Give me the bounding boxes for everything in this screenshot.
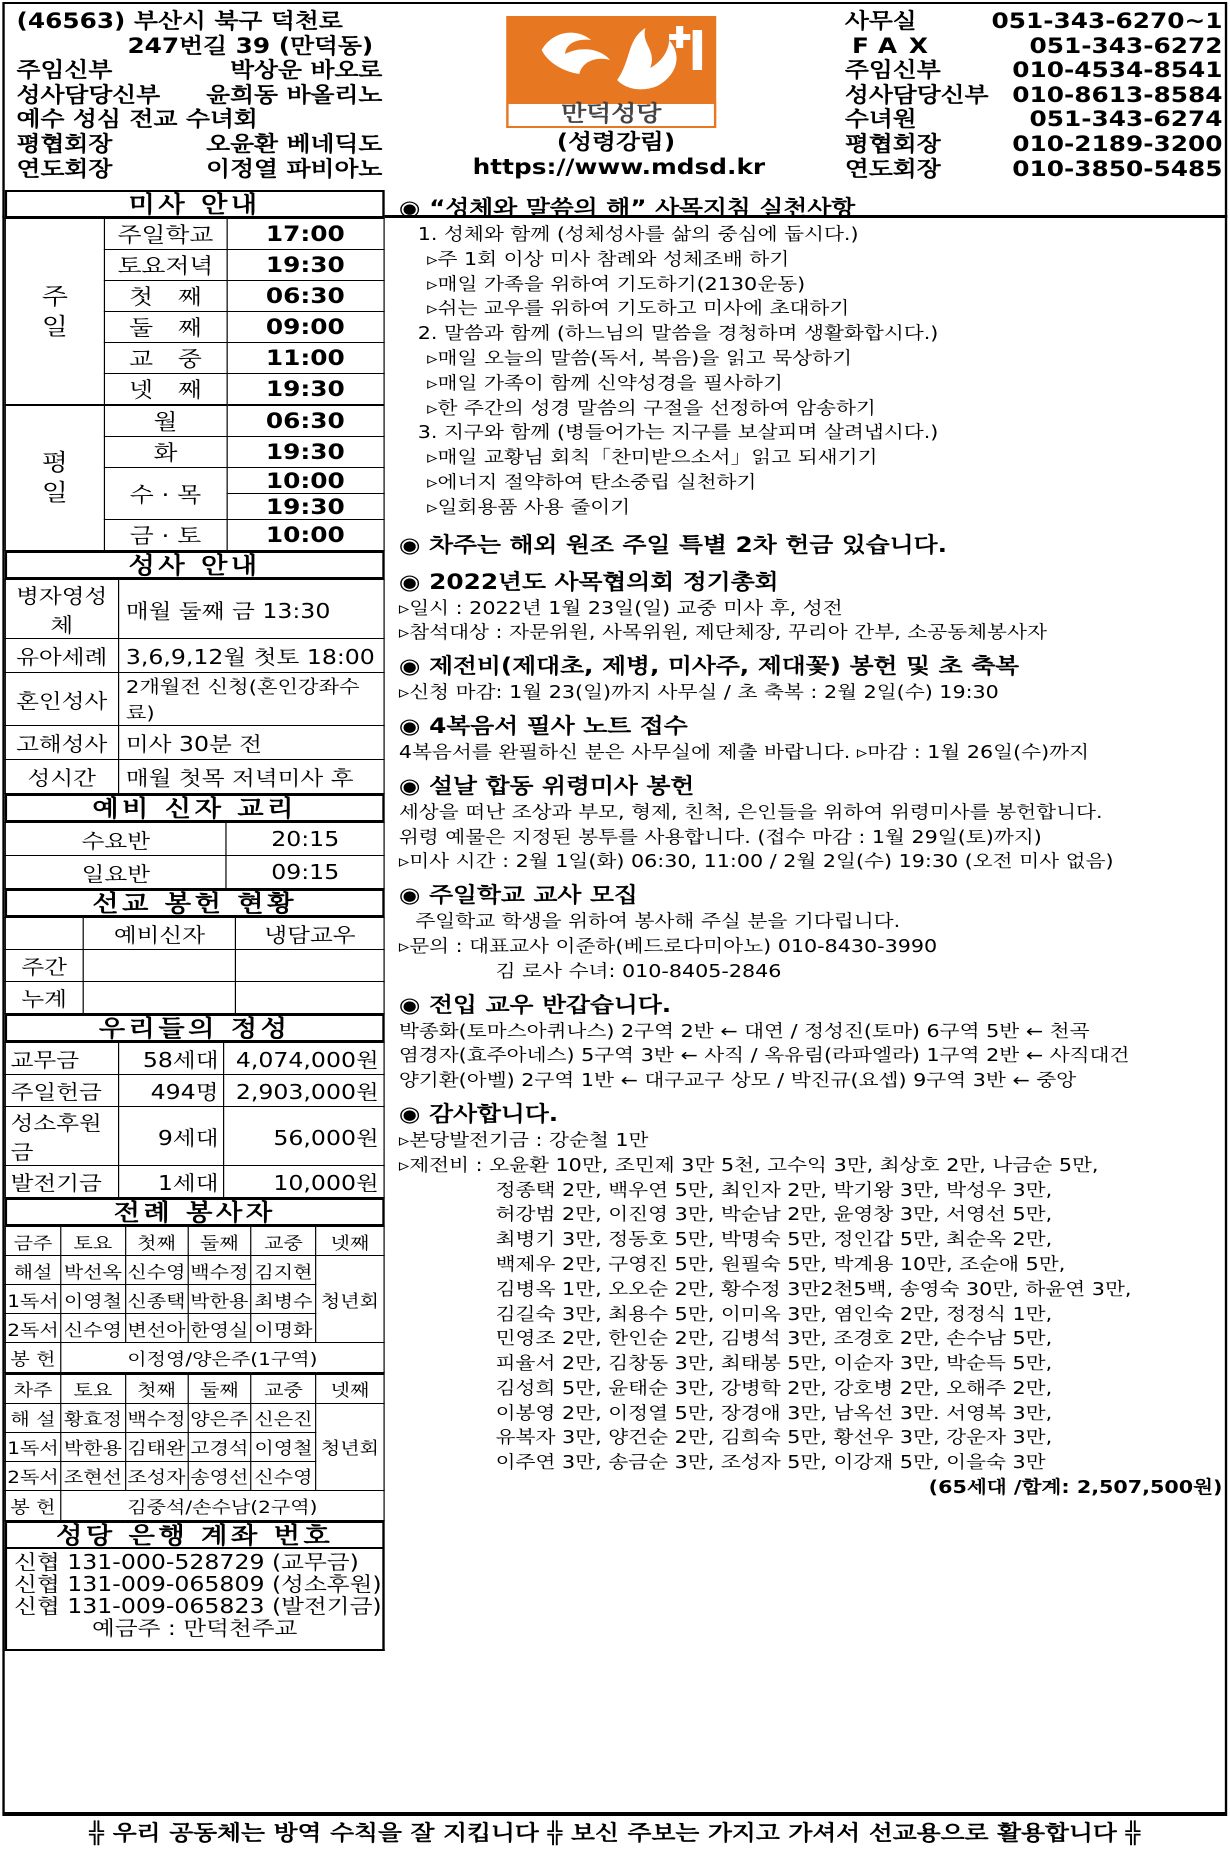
bulletin-header xyxy=(2,2,1227,218)
staff-role: 주임신부 xyxy=(16,58,113,83)
notice-line: 박종화(토마스아퀴나스) 2구역 2반 ← 대연 / 정성진(토마) 6구역 5반 ← 천곡 xyxy=(398,1021,1090,1042)
notice-line: 김길숙 3만, 최용수 5만, 이미옥 3만, 염인숙 2만, 정정식 1만, xyxy=(495,1304,1053,1325)
notice-line: 위령 예물은 지정된 봉투를 사용합니다. (접수 마감 : 1월 29일(토)까지) xyxy=(398,827,1042,848)
mass-day: 화 xyxy=(104,437,226,468)
table-row xyxy=(5,1403,384,1432)
offering-amount: 10,000원 xyxy=(224,1166,384,1198)
contact-label: 평협회장 xyxy=(844,131,941,156)
column-header: 냉담교우 xyxy=(236,918,384,950)
youth-group: 청년회 xyxy=(316,1403,384,1490)
bulletin-footer: ╬ 우리 공동체는 방역 수칙을 잘 지킵니다 ╬ 보신 주보는 가지고 가셔서 선교용으로 활용합니다 ╬ xyxy=(2,1814,1227,1848)
youth-group: 청년회 xyxy=(316,1256,384,1343)
table-row xyxy=(5,673,384,726)
notice-line: 김병옥 1만, 오오순 2만, 황수정 3만2천5백, 송영숙 30만, 하윤연 3만, xyxy=(495,1279,1132,1300)
role-label: 1독서 xyxy=(5,1285,60,1314)
notice-line: ▹주 1회 이상 미사 참례와 성체조배 하기 xyxy=(427,249,790,270)
notice-line: 이주연 3만, 송금순 3만, 조성자 5만, 이강재 5만, 이을숙 3만 xyxy=(495,1453,1046,1474)
offering-type: 발전기금 xyxy=(5,1166,118,1198)
column-header: 예비신자 xyxy=(83,918,236,950)
table-row xyxy=(5,982,384,1014)
offering-count: 494명 xyxy=(118,1075,224,1107)
class-name: 일요반 xyxy=(5,856,226,889)
contact-number: 010-3850-5485 xyxy=(1012,156,1223,181)
catechumen-table xyxy=(5,822,385,889)
column-header: 둘째 xyxy=(188,1374,252,1403)
column-header: 토요 xyxy=(61,1374,126,1403)
liturgy-section-title: 전례 봉사자 xyxy=(5,1198,385,1226)
sacrament-name: 고해성사 xyxy=(5,726,118,760)
server-name: 황효정 xyxy=(61,1403,126,1432)
mass-time: 09:00 xyxy=(227,312,385,343)
bank-accounts xyxy=(5,1549,385,1651)
table-row xyxy=(5,918,384,950)
notice-line: 백제우 2만, 구영진 5만, 원필숙 5만, 박계용 10만, 조순애 5만, xyxy=(495,1254,1066,1275)
mass-time: 19:30 xyxy=(227,437,385,468)
server-name: 신수영 xyxy=(61,1314,126,1343)
notice-line: 김 로사 수녀: 010-8405-2846 xyxy=(495,961,782,982)
notice-line: ▹문의 : 대표교사 이준하(베드로다미아노) 010-8430-3990 xyxy=(398,936,938,957)
column-header: 넷째 xyxy=(316,1227,384,1256)
notice-line: 최병기 3만, 정동호 5만, 박명숙 5만, 정인갑 5만, 최순옥 2만, xyxy=(495,1230,1053,1251)
mass-time: 19:30 xyxy=(227,494,385,520)
notice-line: ▹쉬는 교우를 위하여 기도하고 미사에 초대하기 xyxy=(427,299,850,320)
offering-amount: 2,903,000원 xyxy=(224,1075,384,1107)
offering-type: 교무금 xyxy=(5,1043,118,1075)
offering-section-title: 우리들의 정성 xyxy=(5,1014,385,1042)
contact-label: 수녀원 xyxy=(844,107,917,132)
contact-row xyxy=(845,157,1223,182)
server-name: 신종택 xyxy=(125,1285,187,1314)
address-1: (46563) 부산시 북구 덕천로 xyxy=(16,9,343,33)
notice-title: ◉ 주일학교 교사 모집 xyxy=(398,883,638,908)
notice-title: ◉ 설날 합동 위령미사 봉헌 xyxy=(398,773,695,798)
server-name: 박한용 xyxy=(188,1285,252,1314)
bank-account: 신협 131-009-065823 (발전기금) xyxy=(14,1593,382,1618)
role-label: 1독서 xyxy=(5,1432,60,1461)
notice-title: ◉ 제전비(제대초, 제병, 미사주, 제대꽃) 봉헌 및 초 축복 xyxy=(398,654,1020,679)
contact-label: 연도회장 xyxy=(844,156,941,181)
bank-account: 신협 131-009-065809 (성소후원) xyxy=(14,1571,382,1596)
offering-count: 9세대 xyxy=(118,1107,224,1166)
offering-count: 1세대 xyxy=(118,1166,224,1198)
server-name: 김태완 xyxy=(125,1432,187,1461)
server-name: 백수정 xyxy=(125,1403,187,1432)
notice-line: ▹제전비 : 오윤환 10만, 조민제 3만 5천, 고수익 3만, 최상호 2만, 나금순 5만, xyxy=(398,1155,1099,1176)
notices-column xyxy=(399,192,1223,1501)
notice-title: ◉ 차주는 해외 원조 주일 특별 2차 헌금 있습니다. xyxy=(398,532,948,557)
server-name: 최병수 xyxy=(251,1285,316,1314)
sacrament-info: 매월 첫목 저녁미사 후 xyxy=(118,760,384,794)
mass-name: 둘 째 xyxy=(104,312,226,343)
contact-label: 주임신부 xyxy=(844,58,941,83)
mass-day: 수 · 목 xyxy=(104,468,226,520)
contact-number: 010-8613-8584 xyxy=(1012,82,1223,107)
catechumen-section-title: 예비 신자 교리 xyxy=(5,794,385,822)
notice-line: 세상을 떠난 조상과 부모, 형제, 친척, 은인들을 위하여 위령미사를 봉헌합니다. xyxy=(398,802,1103,823)
mass-time: 19:30 xyxy=(227,250,385,281)
notice-title: ◉ “성체와 말씀의 해” 사목지침 실천사항 xyxy=(398,196,856,220)
notice-line: ▹일시 : 2022년 1월 23일(일) 교중 미사 후, 성전 xyxy=(398,598,843,619)
contact-number: 010-2189-3200 xyxy=(1012,131,1223,156)
table-row xyxy=(5,219,384,250)
notice-line: 양기환(아벨) 2구역 1반 ← 대구교구 상모 / 박진규(요셉) 9구역 3반 ← 중앙 xyxy=(398,1071,1077,1092)
mass-time: 19:30 xyxy=(227,374,385,406)
staff-name: 이정열 파비아노 xyxy=(206,156,383,181)
table-row xyxy=(5,1343,384,1373)
table-row xyxy=(5,1227,384,1256)
staff-role: 연도회장 xyxy=(16,156,113,181)
mass-name: 넷 째 xyxy=(104,374,226,406)
liturgy-next-week-table xyxy=(5,1373,385,1521)
server-name: 송영선 xyxy=(188,1461,252,1490)
mass-day: 월 xyxy=(104,405,226,437)
header-contacts xyxy=(845,9,1223,181)
mass-day: 금 · 토 xyxy=(104,520,226,551)
liturgy-this-week-table xyxy=(5,1226,385,1373)
mass-time: 10:00 xyxy=(227,520,385,551)
mass-name: 주일학교 xyxy=(104,219,226,250)
column-header: 첫째 xyxy=(125,1374,187,1403)
server-name: 조성자 xyxy=(125,1461,187,1490)
dove-flame-icon xyxy=(518,20,704,102)
table-row xyxy=(5,405,384,437)
contact-label: 성사담당신부 xyxy=(844,82,989,107)
notice-line: ▹미사 시간 : 2월 1일(화) 06:30, 11:00 / 2월 2일(수) 19:30 (오전 미사 없음) xyxy=(398,852,1114,873)
server-name: 김지현 xyxy=(251,1256,316,1285)
mass-name: 토요저녁 xyxy=(104,250,226,281)
contact-row xyxy=(845,34,1223,59)
notice-line: ▹에너지 절약하여 탄소중립 실천하기 xyxy=(427,472,757,493)
notice-line: 허강범 2만, 이진영 3만, 박순남 2만, 윤영창 3만, 서영선 5만, xyxy=(495,1205,1053,1226)
column-header: 교중 xyxy=(251,1374,316,1403)
sacrament-name: 병자영성체 xyxy=(5,580,118,639)
offering-type: 성소후원금 xyxy=(5,1107,118,1166)
notice-line: 주일학교 학생을 위하여 봉사해 주실 분을 기다립니다. xyxy=(415,912,901,933)
mass-name: 교 중 xyxy=(104,343,226,374)
contact-row xyxy=(845,132,1223,157)
staff-row xyxy=(17,132,383,157)
sacrament-info: 미사 30분 전 xyxy=(118,726,384,760)
sacrament-info: 매월 둘째 금 13:30 xyxy=(118,580,384,639)
table-row xyxy=(5,639,384,673)
sacrament-name: 성시간 xyxy=(5,760,118,794)
mission-table xyxy=(5,917,385,1014)
notice-title: ◉ 2022년도 사목협의회 정기총회 xyxy=(398,569,779,594)
column-header: 차주 xyxy=(5,1374,60,1403)
class-name: 수요반 xyxy=(5,823,226,856)
server-name: 양은주 xyxy=(188,1403,252,1432)
mass-section-title: 미사 안내 xyxy=(5,190,385,218)
offering-amount: 4,074,000원 xyxy=(224,1043,384,1075)
contact-row xyxy=(845,58,1223,83)
left-column xyxy=(5,190,385,1651)
table-row xyxy=(5,1043,384,1075)
notice-line: ▹한 주간의 성경 말씀의 구절을 선정하여 암송하기 xyxy=(427,398,876,419)
notice-line: 민영조 2만, 한인순 2만, 김병석 3만, 조경호 2만, 손수남 5만, xyxy=(495,1329,1053,1350)
column-header: 둘째 xyxy=(188,1227,252,1256)
table-row xyxy=(5,1075,384,1107)
server-name: 신수영 xyxy=(125,1256,187,1285)
address-2: 247번길 39 (만덕동) xyxy=(127,33,374,58)
mass-time: 06:30 xyxy=(227,405,385,437)
table-row xyxy=(5,823,384,856)
notice-line: ▹매일 오늘의 말씀(독서, 복음)을 읽고 묵상하기 xyxy=(427,348,853,369)
row-header: 누계 xyxy=(5,982,83,1014)
notice-line: ▹매일 가족이 함께 신약성경을 필사하기 xyxy=(427,373,783,394)
role-label: 봉 헌 xyxy=(5,1343,60,1373)
notice-line: 이봉영 2만, 이정열 5만, 장경애 3만, 남옥선 3만. 서영복 3만, xyxy=(495,1403,1053,1424)
table-row xyxy=(5,1166,384,1198)
server-name: 고경석 xyxy=(188,1432,252,1461)
notice-line: 염경자(효주아네스) 5구역 3반 ← 사직 / 옥유림(라파엘라) 1구역 2반 ← 사직대건 xyxy=(398,1046,1130,1067)
table-row xyxy=(5,1490,384,1520)
bank-section-title: 성당 은행 계좌 번호 xyxy=(5,1521,385,1549)
row-header: 주간 xyxy=(5,950,83,982)
staff-role: 예수 성심 전교 수녀회 xyxy=(16,107,258,132)
server-name: 신수영 xyxy=(251,1461,316,1490)
notice-line: 1. 성체와 함께 (성체성사를 삶의 중심에 둡시다.) xyxy=(417,225,859,245)
notice-line: ▹매일 가족을 위하여 기도하기(2130운동) xyxy=(427,274,806,295)
server-name: 이영철 xyxy=(61,1285,126,1314)
staff-role: 성사담당신부 xyxy=(16,82,161,107)
notice-line: ▹일회용품 사용 줄이기 xyxy=(427,497,631,518)
parish-patron: (성령강림) xyxy=(556,130,676,154)
notice-line: ▹신청 마감: 1월 23(일)까지 사무실 / 초 축복 : 2월 2일(수) 19:30 xyxy=(398,683,999,704)
server-name: 변선아 xyxy=(125,1314,187,1343)
offering-table xyxy=(5,1042,385,1198)
staff-row xyxy=(17,83,383,108)
column-header: 금주 xyxy=(5,1227,60,1256)
notice-line: 3. 지구와 함께 (병들어가는 지구를 보살피며 살려냅시다.) xyxy=(417,423,939,444)
offer-servers: 이정영/양은주(1구역) xyxy=(61,1343,384,1373)
column-header: 토요 xyxy=(61,1227,126,1256)
contact-number: 010-4534-8541 xyxy=(1012,58,1223,83)
sacrament-section-title: 성사 안내 xyxy=(5,551,385,579)
column-header: 교중 xyxy=(251,1227,316,1256)
role-label: 해 설 xyxy=(5,1403,60,1432)
sacrament-info: 2개월전 신청(혼인강좌수료) xyxy=(118,673,384,726)
notice-body xyxy=(399,1129,1223,1476)
notice-line: 유복자 3만, 양건순 2만, 김희숙 5만, 황선우 3만, 강운자 3만, xyxy=(495,1428,1053,1449)
role-label: 봉 헌 xyxy=(5,1490,60,1520)
table-row xyxy=(5,1374,384,1403)
staff-role: 평협회장 xyxy=(16,131,113,156)
table-row xyxy=(5,950,384,982)
notice-line: 정종택 2만, 백우연 5만, 최인자 2만, 박기왕 3만, 박성우 3만, xyxy=(495,1180,1053,1201)
sacrament-info: 3,6,9,12월 첫토 18:00 xyxy=(118,639,384,673)
role-label: 2독서 xyxy=(5,1314,60,1343)
role-label: 2독서 xyxy=(5,1461,60,1490)
column-header: 첫째 xyxy=(125,1227,187,1256)
offering-count: 58세대 xyxy=(118,1043,224,1075)
notice-title: ◉ 감사합니다. xyxy=(398,1101,559,1126)
class-time: 09:15 xyxy=(226,856,384,889)
server-name: 한영실 xyxy=(188,1314,252,1343)
staff-name: 오윤환 베네딕도 xyxy=(206,131,383,156)
offer-servers: 김중석/손수남(2구역) xyxy=(61,1490,384,1520)
sunday-label: 주일 xyxy=(5,219,104,406)
address-line-2 xyxy=(17,34,513,59)
contact-number: 051-343-6270~1 xyxy=(991,9,1223,33)
column-header: 넷째 xyxy=(316,1374,384,1403)
notice-line: ▹매일 교황님 회칙「찬미받으소서」읽고 되새기기 xyxy=(427,448,878,469)
staff-name: 박상운 바오로 xyxy=(230,58,383,83)
mass-time: 06:30 xyxy=(227,281,385,312)
server-name: 박한용 xyxy=(61,1432,126,1461)
contact-row xyxy=(845,107,1223,132)
table-row xyxy=(5,726,384,760)
sacrament-name: 혼인성사 xyxy=(5,673,118,726)
sacrament-name: 유아세례 xyxy=(5,639,118,673)
mass-time: 11:00 xyxy=(227,343,385,374)
mass-schedule-table xyxy=(5,218,385,551)
table-row xyxy=(5,760,384,794)
staff-row xyxy=(17,157,383,182)
server-name: 신은진 xyxy=(251,1403,316,1432)
server-name: 이영철 xyxy=(251,1432,316,1461)
notice-line: ▹참석대상 : 자문위원, 사목위원, 제단체장, 꾸리아 간부, 소공동체봉사자 xyxy=(398,623,1047,644)
contact-number: 051-343-6272 xyxy=(1029,33,1223,58)
logo-wordmark: 만덕성당 xyxy=(506,102,716,128)
table-row xyxy=(5,1107,384,1166)
notice-line: 김성희 5만, 윤태순 3만, 강병학 2만, 강호병 2만, 오해주 2만, xyxy=(495,1378,1053,1399)
staff-row xyxy=(17,107,513,132)
address-line-1 xyxy=(17,9,513,34)
account-holder: 예금주 : 만덕천주교 xyxy=(92,1615,298,1640)
notice-body xyxy=(399,223,1223,521)
server-name: 조현선 xyxy=(61,1461,126,1490)
notice-title: ◉ 4복음서 필사 노트 접수 xyxy=(398,713,688,738)
table-row xyxy=(5,856,384,889)
offering-type: 주일헌금 xyxy=(5,1075,118,1107)
notice-line: ▹본당발전기금 : 강순철 1만 xyxy=(398,1130,649,1151)
notice-title: ◉ 전입 교우 반갑습니다. xyxy=(398,992,672,1017)
mass-time: 10:00 xyxy=(227,468,385,494)
contact-row xyxy=(845,83,1223,108)
parish-website: https://www.mdsd.kr xyxy=(472,155,766,179)
table-row xyxy=(5,580,384,639)
offering-amount: 56,000원 xyxy=(224,1107,384,1166)
contact-row xyxy=(845,9,1223,34)
mass-name: 첫 째 xyxy=(104,281,226,312)
staff-name: 윤희동 바올리노 xyxy=(206,82,383,107)
server-name: 이명화 xyxy=(251,1314,316,1343)
mission-section-title: 선교 봉헌 현황 xyxy=(5,889,385,917)
contact-label: 사무실 xyxy=(844,9,917,33)
header-left-info xyxy=(17,9,513,181)
table-row xyxy=(5,1256,384,1285)
bank-account: 신협 131-000-528729 (교무금) xyxy=(14,1549,359,1574)
server-name: 백수정 xyxy=(188,1256,252,1285)
parish-logo xyxy=(506,16,716,128)
mass-time: 17:00 xyxy=(227,219,385,250)
notice-line: 피율서 2만, 김창동 3만, 최태봉 5만, 이순자 3만, 박순득 5만, xyxy=(495,1354,1053,1375)
contact-label: FAX xyxy=(851,33,940,58)
server-name: 박선옥 xyxy=(61,1256,126,1285)
class-time: 20:15 xyxy=(226,823,384,856)
notice-line: 4복음서를 완필하신 분은 사무실에 제출 바랍니다. ▹마감 : 1월 26일(수)까지 xyxy=(398,742,1090,763)
thanks-total: (65세대 /합계: 2,507,500원) xyxy=(928,1478,1223,1499)
weekday-label: 평일 xyxy=(5,405,104,551)
sacrament-table xyxy=(5,579,385,794)
staff-row xyxy=(17,58,383,83)
role-label: 해설 xyxy=(5,1256,60,1285)
notice-line: 2. 말씀과 함께 (하느님의 말씀을 경청하며 생활화합시다.) xyxy=(417,324,939,345)
contact-number: 051-343-6274 xyxy=(1029,107,1223,132)
